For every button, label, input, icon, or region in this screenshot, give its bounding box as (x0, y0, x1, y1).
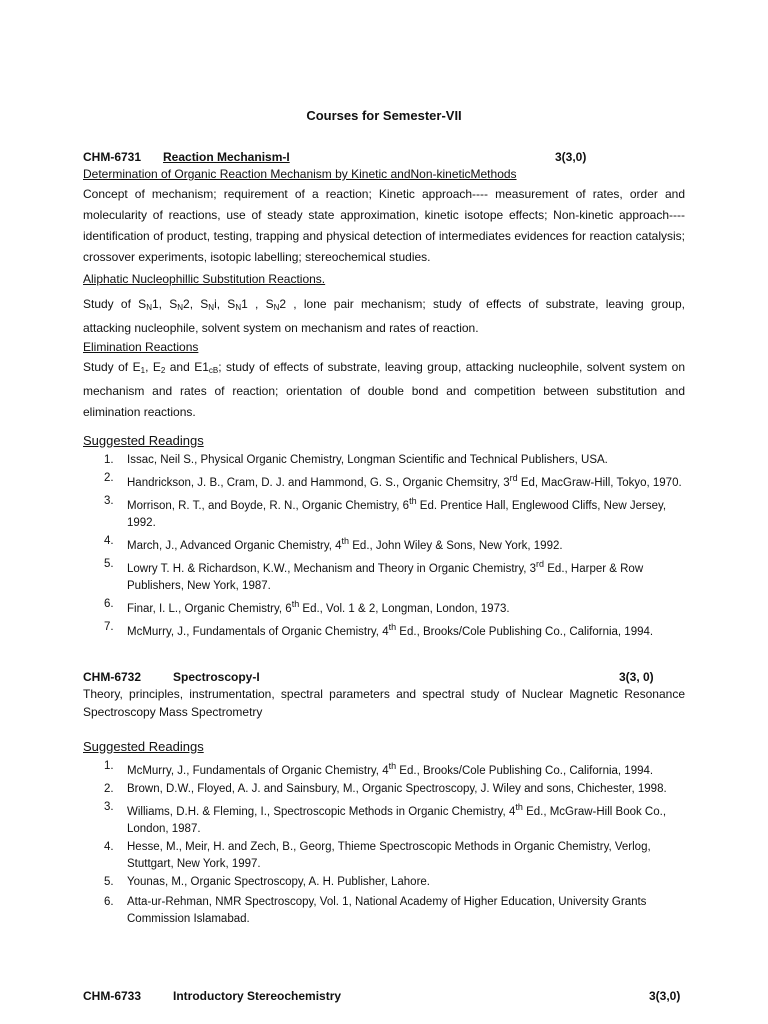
reference-number: 7. (104, 621, 114, 633)
reference-item: 5. Younas, M., Organic Spectroscopy, A. H. Publisher, Lahore. (83, 874, 685, 891)
section-heading-substitution: Aliphatic Nucleophillic Substitution Reactions. (83, 272, 326, 286)
course-name: Reaction Mechanism-I (163, 150, 290, 164)
reference-number: 5. (104, 558, 114, 570)
course-name: Spectroscopy-I (173, 670, 260, 684)
reference-number: 2. (104, 472, 114, 484)
reference-item: 2. Handrickson, J. B., Cram, D. J. and Hammond, G. S., Organic Chemsitry, 3rd Ed, MacGraw-Hill, Tokyo, 1970. (104, 472, 682, 489)
paragraph-substitution: Study of $S_N1$, $S_N2$, $S_Ni$, $S_N1$ , $S_N2$ , lone pair mechanism; study of effects of substrate, leaving group, attacking nucleophile, solvent system on mechanism and rates of reaction. (83, 297, 685, 335)
reference-item: 1. Issac, Neil S., Physical Organic Chemistry, Longman Scientific and Technical Publishers, USA. (83, 452, 685, 469)
paragraph-spectroscopy: Theory, principles, instrumentation, spectral parameters and spectral study of Nuclear Magnetic Resonance Spectroscopy Mass Spectrometry (83, 687, 685, 719)
paragraph-mechanism: Concept of mechanism; requirement of a reaction; Kinetic approach---- measurement of rates, order and molecularity of reactions, use of steady state approximation, kinetic isotope effects; Non-kinetic approach---- identification of product, testing, trapping and physical detection of intermediates evidences for reaction catalysis; crossover experiments, isotopic labelling; stereochemical studies. (83, 187, 685, 264)
reference-number: 3. (104, 495, 114, 507)
suggested-readings-heading: Suggested Readings (83, 739, 204, 754)
course-credits: 3(3, 0) (619, 670, 654, 684)
course-code: CHM-6732 (83, 670, 142, 684)
section-heading-mechanism: Determination of Organic Reaction Mechanism by Kinetic andNon-kineticMethods (83, 167, 517, 181)
reference-number: 3. (104, 801, 114, 813)
reference-number: 6. (104, 598, 114, 610)
reference-item: 1. McMurry, J., Fundamentals of Organic Chemistry, 4th Ed., Brooks/Cole Publishing Co., California, 1994. (104, 760, 654, 777)
reference-item: 4. Hesse, M., Meir, H. and Zech, B., Georg, Thieme Spectroscopic Methods in Organic Chemistry, Verlog, Stuttgart, New York, 1997. (104, 841, 651, 870)
reference-list (83, 452, 685, 641)
course-credits: 3(3,0) (555, 150, 587, 164)
reference-item: 7. McMurry, J., Fundamentals of Organic Chemistry, 4th Ed., Brooks/Cole Publishing Co., California, 1994. (104, 621, 654, 638)
reference-item: 4. March, J., Advanced Organic Chemistry, 4th Ed., John Wiley & Sons, New York, 1992. (104, 535, 563, 552)
course-credits: 3(3,0) (649, 989, 681, 1003)
reference-number: 1. (104, 454, 114, 466)
reference-item: 6. Atta-ur-Rehman, NMR Spectroscopy, Vol. 1, National Academy of Higher Education, University Grants Commission Islamabad. (104, 896, 647, 925)
course-header-chm6731 (83, 148, 685, 166)
reference-number: 1. (104, 760, 114, 772)
course-header-chm6732 (83, 668, 685, 686)
course-header-chm6733 (83, 987, 685, 1005)
reference-number: 5. (104, 876, 114, 888)
suggested-readings-heading: Suggested Readings (83, 433, 204, 448)
reference-item: 3. Morrison, R. T., and Boyde, R. N., Organic Chemistry, 6th Ed. Prentice Hall, Englewood Cliffs, New Jersey, 1992. (104, 495, 667, 529)
reference-number: 4. (104, 841, 114, 853)
reference-number: 6. (104, 896, 114, 908)
paragraph-elimination: Study of $E_1$, $E_2$ and $E1_{cB}$; study of effects of substrate, leaving group, attacking nucleophile, solvent system on mechanism and rates of reaction; orientation of double bond and competition between substitution and elimination reactions. (83, 360, 686, 419)
reference-number: 4. (104, 535, 114, 547)
section-heading-elimination: Elimination Reactions (83, 340, 199, 354)
reference-item: 5. Lowry T. H. & Richardson, K.W., Mechanism and Theory in Organic Chemistry, 3rd Ed., Harper & Row Publishers, New York, 1987. (104, 558, 644, 592)
reference-number: 2. (104, 783, 114, 795)
reference-list (83, 758, 685, 928)
page-title: Courses for Semester-VII (306, 108, 462, 123)
reference-item: 2. Brown, D.W., Floyed, A. J. and Sainsbury, M., Organic Spectroscopy, J. Wiley and sons, Chichester, 1998. (83, 781, 685, 798)
course-code: CHM-6733 (83, 989, 142, 1003)
reference-item: 3. Williams, D.H. & Fleming, I., Spectroscopic Methods in Organic Chemistry, 4th Ed., McGraw-Hill Book Co., London, 1987. (104, 801, 667, 835)
course-name: Introductory Stereochemistry (173, 989, 342, 1003)
course-code: CHM-6731 (83, 150, 142, 164)
reference-item: 6. Finar, I. L., Organic Chemistry, 6th Ed., Vol. 1 & 2, Longman, London, 1973. (104, 598, 510, 615)
